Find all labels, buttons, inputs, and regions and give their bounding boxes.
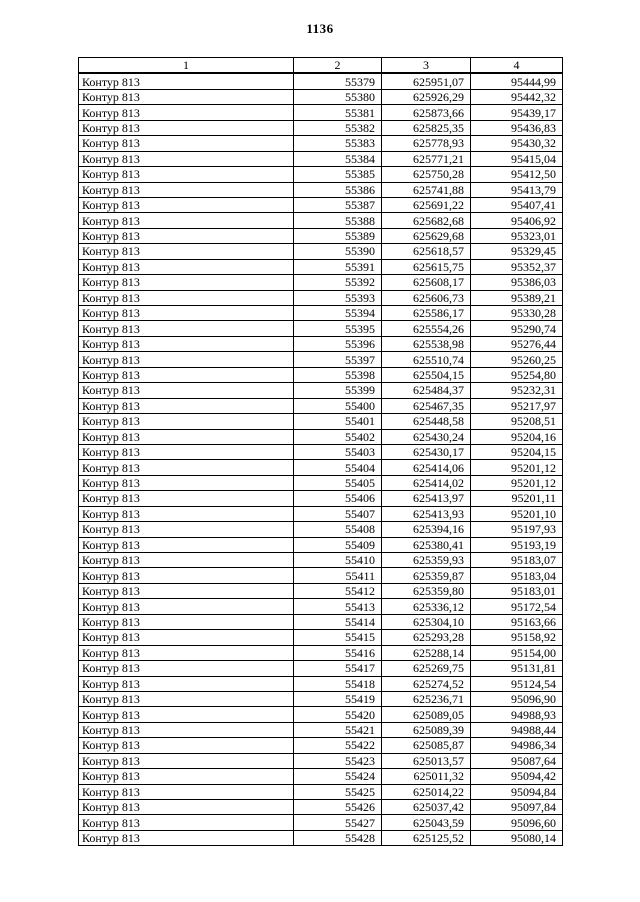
y-coordinate-cell: 94988,44 (471, 722, 563, 737)
point-number-cell: 55418 (294, 676, 382, 691)
point-number-cell: 55426 (294, 800, 382, 815)
x-coordinate-cell: 625089,39 (382, 722, 471, 737)
contour-name-cell: Контур 813 (79, 398, 294, 413)
y-coordinate-cell: 95386,03 (471, 275, 563, 290)
contour-name-cell: Контур 813 (79, 506, 294, 521)
x-coordinate-cell: 625269,75 (382, 661, 471, 676)
table-row (79, 213, 563, 228)
y-coordinate-cell: 95158,92 (471, 630, 563, 645)
point-number-cell: 55425 (294, 784, 382, 799)
contour-name-cell: Контур 813 (79, 630, 294, 645)
table-row (79, 167, 563, 182)
table-row (79, 676, 563, 691)
table-row (79, 599, 563, 614)
x-coordinate-cell: 625538,98 (382, 336, 471, 351)
x-coordinate-cell: 625510,74 (382, 352, 471, 367)
contour-name-cell: Контур 813 (79, 645, 294, 660)
contour-name-cell: Контур 813 (79, 213, 294, 228)
table-row (79, 614, 563, 629)
y-coordinate-cell: 95204,16 (471, 429, 563, 444)
x-coordinate-cell: 625413,93 (382, 506, 471, 521)
point-number-cell: 55409 (294, 537, 382, 552)
table-row (79, 830, 563, 845)
table-row (79, 89, 563, 104)
y-coordinate-cell: 95413,79 (471, 182, 563, 197)
point-number-cell: 55395 (294, 321, 382, 336)
table-row (79, 815, 563, 830)
table-row (79, 120, 563, 135)
x-coordinate-cell: 625413,97 (382, 491, 471, 506)
y-coordinate-cell: 95124,54 (471, 676, 563, 691)
table-row (79, 568, 563, 583)
table-row (79, 275, 563, 290)
point-number-cell: 55407 (294, 506, 382, 521)
contour-name-cell: Контур 813 (79, 197, 294, 212)
y-coordinate-cell: 95260,25 (471, 352, 563, 367)
x-coordinate-cell: 625629,68 (382, 228, 471, 243)
y-coordinate-cell: 95436,83 (471, 120, 563, 135)
point-number-cell: 55404 (294, 460, 382, 475)
point-number-cell: 55393 (294, 290, 382, 305)
contour-name-cell: Контур 813 (79, 691, 294, 706)
table-row (79, 707, 563, 722)
y-coordinate-cell: 95183,04 (471, 568, 563, 583)
y-coordinate-cell: 94988,93 (471, 707, 563, 722)
table-row (79, 506, 563, 521)
y-coordinate-cell: 95412,50 (471, 167, 563, 182)
table-row (79, 645, 563, 660)
contour-name-cell: Контур 813 (79, 753, 294, 768)
point-number-cell: 55428 (294, 830, 382, 845)
contour-name-cell: Контур 813 (79, 120, 294, 135)
table-row (79, 522, 563, 537)
y-coordinate-cell: 95389,21 (471, 290, 563, 305)
x-coordinate-cell: 625359,80 (382, 583, 471, 598)
y-coordinate-cell: 95131,81 (471, 661, 563, 676)
x-coordinate-cell: 625236,71 (382, 691, 471, 706)
y-coordinate-cell: 95352,37 (471, 259, 563, 274)
x-coordinate-cell: 625089,05 (382, 707, 471, 722)
x-coordinate-cell: 625043,59 (382, 815, 471, 830)
x-coordinate-cell: 625825,35 (382, 120, 471, 135)
point-number-cell: 55415 (294, 630, 382, 645)
table-row (79, 429, 563, 444)
contour-name-cell: Контур 813 (79, 105, 294, 120)
table-row (79, 73, 563, 89)
contour-name-cell: Контур 813 (79, 460, 294, 475)
point-number-cell: 55403 (294, 444, 382, 459)
contour-name-cell: Контур 813 (79, 661, 294, 676)
point-number-cell: 55400 (294, 398, 382, 413)
table-row (79, 352, 563, 367)
table-row (79, 460, 563, 475)
point-number-cell: 55424 (294, 769, 382, 784)
contour-name-cell: Контур 813 (79, 167, 294, 182)
contour-name-cell: Контур 813 (79, 367, 294, 382)
y-coordinate-cell: 95323,01 (471, 228, 563, 243)
point-number-cell: 55416 (294, 645, 382, 660)
point-number-cell: 55417 (294, 661, 382, 676)
x-coordinate-cell: 625037,42 (382, 800, 471, 815)
table-row (79, 769, 563, 784)
x-coordinate-cell: 625414,06 (382, 460, 471, 475)
point-number-cell: 55392 (294, 275, 382, 290)
point-number-cell: 55422 (294, 738, 382, 753)
y-coordinate-cell: 95330,28 (471, 306, 563, 321)
contour-name-cell: Контур 813 (79, 321, 294, 336)
table-row (79, 491, 563, 506)
x-coordinate-cell: 625014,22 (382, 784, 471, 799)
point-number-cell: 55398 (294, 367, 382, 382)
point-number-cell: 55427 (294, 815, 382, 830)
x-coordinate-cell: 625359,93 (382, 553, 471, 568)
x-coordinate-cell: 625873,66 (382, 105, 471, 120)
x-coordinate-cell: 625414,02 (382, 475, 471, 490)
contour-name-cell: Контур 813 (79, 769, 294, 784)
y-coordinate-cell: 95094,42 (471, 769, 563, 784)
y-coordinate-cell: 95163,66 (471, 614, 563, 629)
contour-name-cell: Контур 813 (79, 707, 294, 722)
table-row (79, 321, 563, 336)
table-row (79, 182, 563, 197)
column-header-1: 1 (79, 58, 294, 74)
column-header-4: 4 (471, 58, 563, 74)
y-coordinate-cell: 95444,99 (471, 73, 563, 89)
x-coordinate-cell: 625682,68 (382, 213, 471, 228)
y-coordinate-cell: 95232,31 (471, 383, 563, 398)
y-coordinate-cell: 95193,19 (471, 537, 563, 552)
column-header-2: 2 (294, 58, 382, 74)
point-number-cell: 55412 (294, 583, 382, 598)
page-number: 1136 (306, 21, 334, 36)
column-header-3: 3 (382, 58, 471, 74)
y-coordinate-cell: 95406,92 (471, 213, 563, 228)
contour-name-cell: Контур 813 (79, 676, 294, 691)
x-coordinate-cell: 625484,37 (382, 383, 471, 398)
contour-name-cell: Контур 813 (79, 259, 294, 274)
point-number-cell: 55423 (294, 753, 382, 768)
x-coordinate-cell: 625274,52 (382, 676, 471, 691)
contour-name-cell: Контур 813 (79, 136, 294, 151)
point-number-cell: 55380 (294, 89, 382, 104)
y-coordinate-cell: 95201,12 (471, 460, 563, 475)
contour-name-cell: Контур 813 (79, 151, 294, 166)
point-number-cell: 55420 (294, 707, 382, 722)
point-number-cell: 55386 (294, 182, 382, 197)
table-row (79, 475, 563, 490)
table-header-row (79, 58, 563, 74)
table-row (79, 197, 563, 212)
y-coordinate-cell: 95097,84 (471, 800, 563, 815)
x-coordinate-cell: 625750,28 (382, 167, 471, 182)
point-number-cell: 55384 (294, 151, 382, 166)
x-coordinate-cell: 625778,93 (382, 136, 471, 151)
x-coordinate-cell: 625380,41 (382, 537, 471, 552)
table-row (79, 414, 563, 429)
table-row (79, 398, 563, 413)
contour-name-cell: Контур 813 (79, 599, 294, 614)
x-coordinate-cell: 625448,58 (382, 414, 471, 429)
x-coordinate-cell: 625430,24 (382, 429, 471, 444)
contour-name-cell: Контур 813 (79, 830, 294, 845)
x-coordinate-cell: 625618,57 (382, 244, 471, 259)
x-coordinate-cell: 625359,87 (382, 568, 471, 583)
table-row (79, 753, 563, 768)
table-row (79, 784, 563, 799)
point-number-cell: 55413 (294, 599, 382, 614)
table-row (79, 553, 563, 568)
point-number-cell: 55396 (294, 336, 382, 351)
x-coordinate-cell: 625741,88 (382, 182, 471, 197)
y-coordinate-cell: 95201,12 (471, 475, 563, 490)
table-row (79, 306, 563, 321)
y-coordinate-cell: 95201,11 (471, 491, 563, 506)
contour-name-cell: Контур 813 (79, 815, 294, 830)
point-number-cell: 55381 (294, 105, 382, 120)
y-coordinate-cell: 95217,97 (471, 398, 563, 413)
contour-name-cell: Контур 813 (79, 568, 294, 583)
point-number-cell: 55397 (294, 352, 382, 367)
table-row (79, 259, 563, 274)
x-coordinate-cell: 625085,87 (382, 738, 471, 753)
table-row (79, 738, 563, 753)
x-coordinate-cell: 625336,12 (382, 599, 471, 614)
point-number-cell: 55419 (294, 691, 382, 706)
y-coordinate-cell: 95415,04 (471, 151, 563, 166)
point-number-cell: 55406 (294, 491, 382, 506)
contour-name-cell: Контур 813 (79, 275, 294, 290)
point-number-cell: 55414 (294, 614, 382, 629)
y-coordinate-cell: 95080,14 (471, 830, 563, 845)
point-number-cell: 55399 (294, 383, 382, 398)
x-coordinate-cell: 625430,17 (382, 444, 471, 459)
y-coordinate-cell: 95276,44 (471, 336, 563, 351)
x-coordinate-cell: 625011,32 (382, 769, 471, 784)
contour-name-cell: Контур 813 (79, 414, 294, 429)
x-coordinate-cell: 625608,17 (382, 275, 471, 290)
y-coordinate-cell: 95407,41 (471, 197, 563, 212)
contour-name-cell: Контур 813 (79, 228, 294, 243)
point-number-cell: 55410 (294, 553, 382, 568)
y-coordinate-cell: 94986,34 (471, 738, 563, 753)
contour-name-cell: Контур 813 (79, 244, 294, 259)
point-number-cell: 55391 (294, 259, 382, 274)
table-row (79, 136, 563, 151)
y-coordinate-cell: 95208,51 (471, 414, 563, 429)
table-row (79, 336, 563, 351)
contour-name-cell: Контур 813 (79, 722, 294, 737)
contour-name-cell: Контур 813 (79, 522, 294, 537)
table-row (79, 630, 563, 645)
point-number-cell: 55421 (294, 722, 382, 737)
contour-name-cell: Контур 813 (79, 800, 294, 815)
y-coordinate-cell: 95096,60 (471, 815, 563, 830)
point-number-cell: 55387 (294, 197, 382, 212)
contour-name-cell: Контур 813 (79, 491, 294, 506)
contour-name-cell: Контур 813 (79, 73, 294, 89)
point-number-cell: 55402 (294, 429, 382, 444)
contour-name-cell: Контур 813 (79, 784, 294, 799)
x-coordinate-cell: 625554,26 (382, 321, 471, 336)
y-coordinate-cell: 95172,54 (471, 599, 563, 614)
point-number-cell: 55383 (294, 136, 382, 151)
x-coordinate-cell: 625288,14 (382, 645, 471, 660)
y-coordinate-cell: 95442,32 (471, 89, 563, 104)
point-number-cell: 55408 (294, 522, 382, 537)
x-coordinate-cell: 625013,57 (382, 753, 471, 768)
y-coordinate-cell: 95183,07 (471, 553, 563, 568)
y-coordinate-cell: 95254,80 (471, 367, 563, 382)
contour-name-cell: Контур 813 (79, 306, 294, 321)
y-coordinate-cell: 95430,32 (471, 136, 563, 151)
table-row (79, 661, 563, 676)
table-body (79, 73, 563, 845)
x-coordinate-cell: 625691,22 (382, 197, 471, 212)
coordinates-table (78, 57, 563, 846)
x-coordinate-cell: 625467,35 (382, 398, 471, 413)
x-coordinate-cell: 625926,29 (382, 89, 471, 104)
y-coordinate-cell: 95197,93 (471, 522, 563, 537)
table-row (79, 800, 563, 815)
y-coordinate-cell: 95204,15 (471, 444, 563, 459)
point-number-cell: 55385 (294, 167, 382, 182)
contour-name-cell: Контур 813 (79, 537, 294, 552)
contour-name-cell: Контур 813 (79, 738, 294, 753)
table-row (79, 228, 563, 243)
table-row (79, 105, 563, 120)
y-coordinate-cell: 95201,10 (471, 506, 563, 521)
x-coordinate-cell: 625771,21 (382, 151, 471, 166)
x-coordinate-cell: 625125,52 (382, 830, 471, 845)
y-coordinate-cell: 95087,64 (471, 753, 563, 768)
table-row (79, 691, 563, 706)
point-number-cell: 55379 (294, 73, 382, 89)
point-number-cell: 55394 (294, 306, 382, 321)
point-number-cell: 55390 (294, 244, 382, 259)
table-row (79, 583, 563, 598)
y-coordinate-cell: 95439,17 (471, 105, 563, 120)
table-row (79, 722, 563, 737)
contour-name-cell: Контур 813 (79, 583, 294, 598)
table-row (79, 151, 563, 166)
table-row (79, 290, 563, 305)
x-coordinate-cell: 625951,07 (382, 73, 471, 89)
point-number-cell: 55388 (294, 213, 382, 228)
contour-name-cell: Контур 813 (79, 444, 294, 459)
contour-name-cell: Контур 813 (79, 383, 294, 398)
point-number-cell: 55401 (294, 414, 382, 429)
contour-name-cell: Контур 813 (79, 614, 294, 629)
x-coordinate-cell: 625615,75 (382, 259, 471, 274)
point-number-cell: 55389 (294, 228, 382, 243)
contour-name-cell: Контур 813 (79, 290, 294, 305)
y-coordinate-cell: 95183,01 (471, 583, 563, 598)
table-row (79, 444, 563, 459)
contour-name-cell: Контур 813 (79, 182, 294, 197)
table-row (79, 367, 563, 382)
x-coordinate-cell: 625293,28 (382, 630, 471, 645)
x-coordinate-cell: 625606,73 (382, 290, 471, 305)
table-row (79, 244, 563, 259)
x-coordinate-cell: 625504,15 (382, 367, 471, 382)
point-number-cell: 55411 (294, 568, 382, 583)
point-number-cell: 55405 (294, 475, 382, 490)
x-coordinate-cell: 625394,16 (382, 522, 471, 537)
x-coordinate-cell: 625586,17 (382, 306, 471, 321)
contour-name-cell: Контур 813 (79, 429, 294, 444)
contour-name-cell: Контур 813 (79, 553, 294, 568)
y-coordinate-cell: 95094,84 (471, 784, 563, 799)
point-number-cell: 55382 (294, 120, 382, 135)
y-coordinate-cell: 95290,74 (471, 321, 563, 336)
y-coordinate-cell: 95096,90 (471, 691, 563, 706)
contour-name-cell: Контур 813 (79, 89, 294, 104)
table-row (79, 383, 563, 398)
y-coordinate-cell: 95154,00 (471, 645, 563, 660)
contour-name-cell: Контур 813 (79, 336, 294, 351)
y-coordinate-cell: 95329,45 (471, 244, 563, 259)
table-row (79, 537, 563, 552)
x-coordinate-cell: 625304,10 (382, 614, 471, 629)
contour-name-cell: Контур 813 (79, 352, 294, 367)
contour-name-cell: Контур 813 (79, 475, 294, 490)
